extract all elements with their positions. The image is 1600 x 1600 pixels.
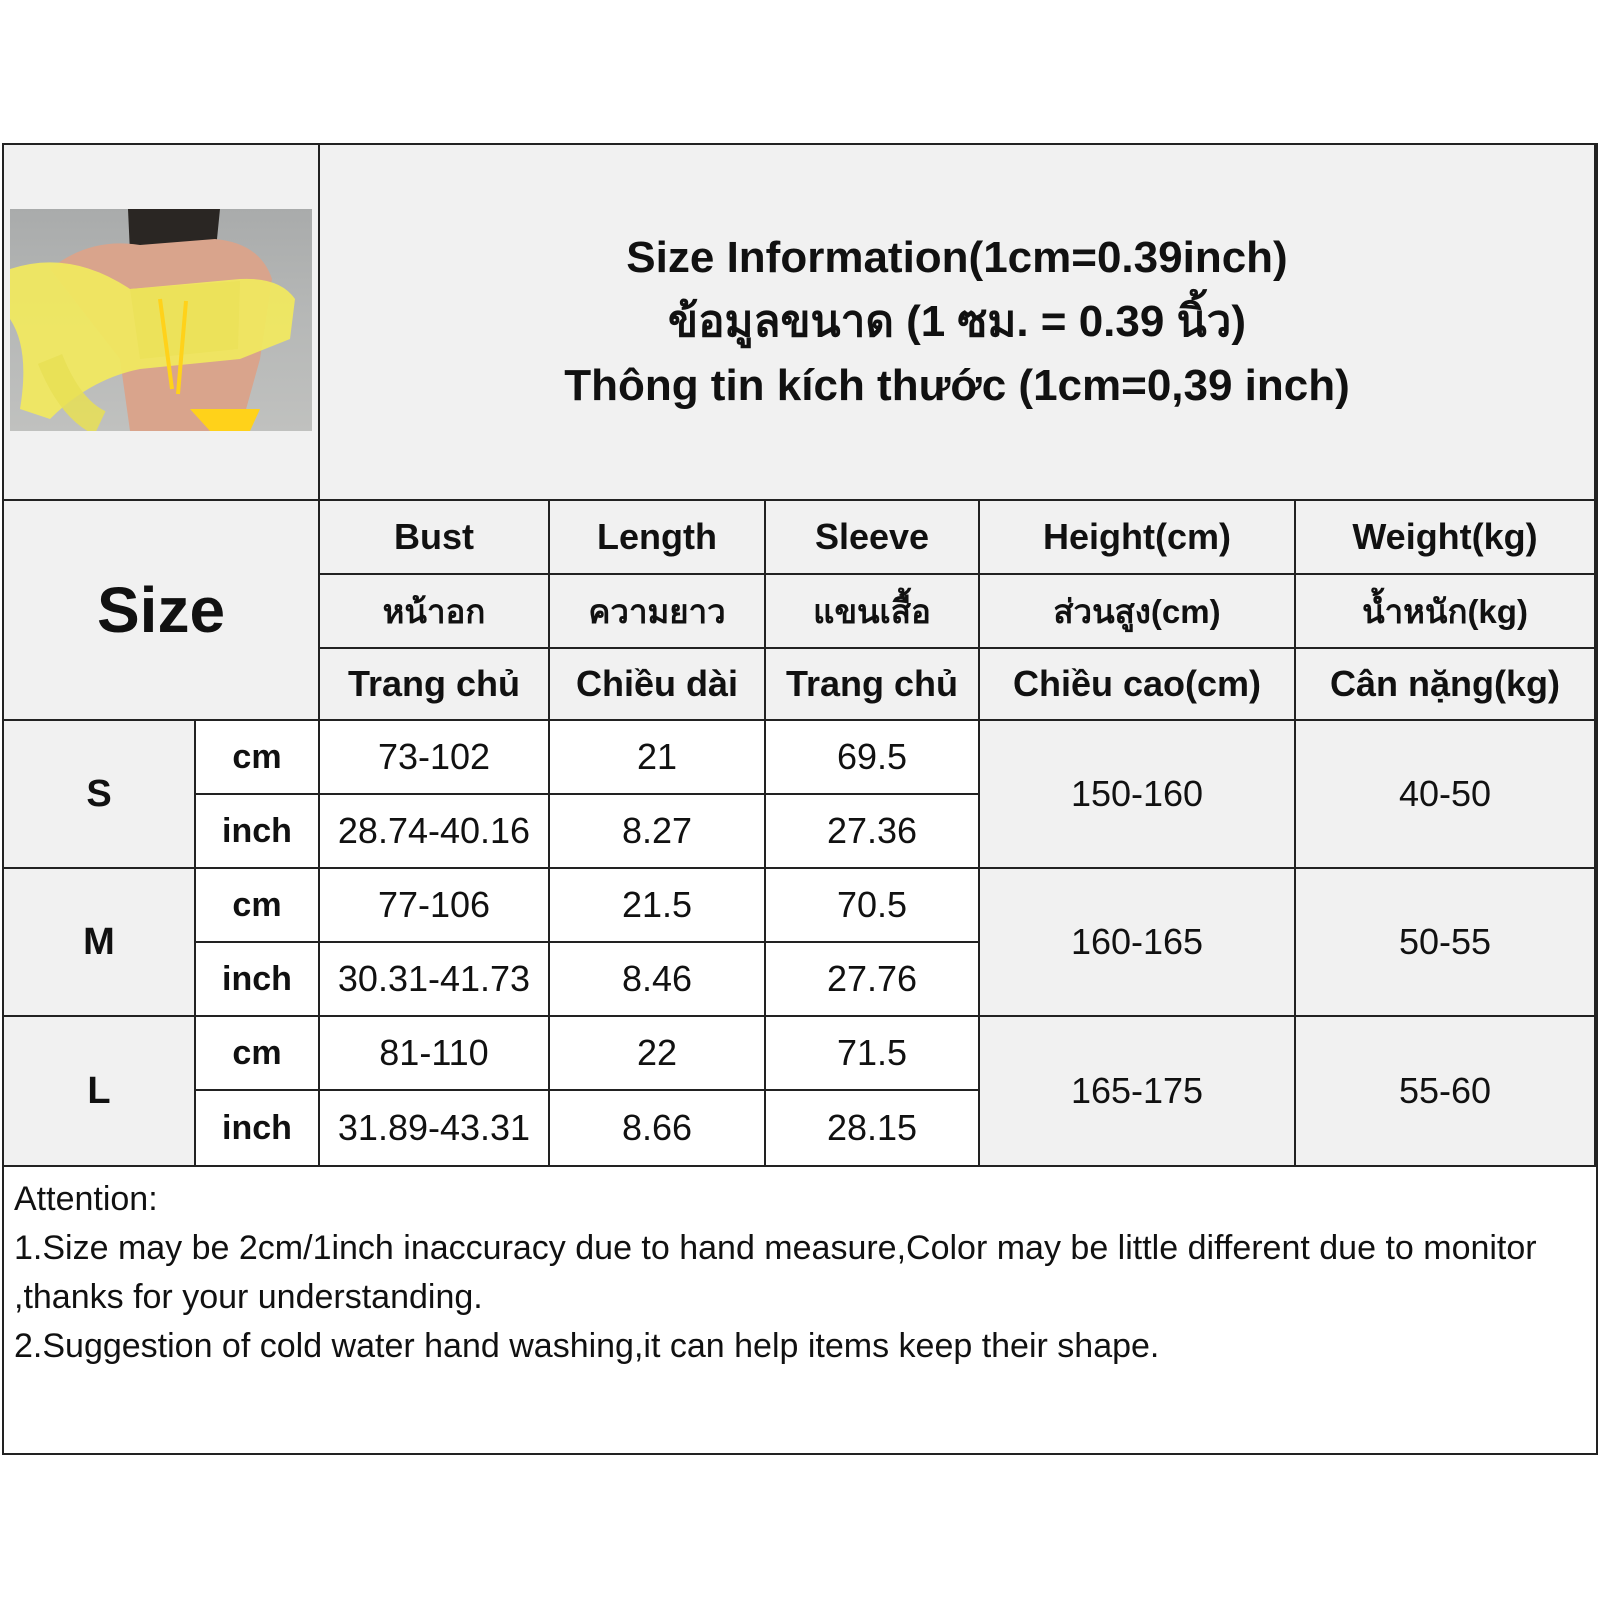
col-weight-en: Weight(kg) — [1296, 501, 1596, 575]
title-line-vi: Thông tin kích thước (1cm=0,39 inch) — [564, 361, 1350, 410]
l-weight: 55-60 — [1296, 1017, 1596, 1167]
m-length-inch: 8.46 — [550, 943, 766, 1017]
l-length-inch: 8.66 — [550, 1091, 766, 1167]
col-weight-vi: Cân nặng(kg) — [1296, 649, 1596, 721]
size-information-title — [320, 145, 1596, 501]
col-bust-en: Bust — [320, 501, 550, 575]
unit-cm: cm — [196, 1017, 320, 1091]
attention-note-2: 2.Suggestion of cold water hand washing,it can help items keep their shape. — [14, 1327, 1160, 1365]
m-bust-cm: 77-106 — [320, 869, 550, 943]
col-length-en: Length — [550, 501, 766, 575]
col-sleeve-en: Sleeve — [766, 501, 980, 575]
m-sleeve-cm: 70.5 — [766, 869, 980, 943]
l-sleeve-inch: 28.15 — [766, 1091, 980, 1167]
s-length-cm: 21 — [550, 721, 766, 795]
m-bust-inch: 30.31-41.73 — [320, 943, 550, 1017]
l-length-cm: 22 — [550, 1017, 766, 1091]
col-sleeve-vi: Trang chủ — [766, 649, 980, 721]
col-height-th: ส่วนสูง(cm) — [980, 575, 1296, 649]
col-length-th: ความยาว — [550, 575, 766, 649]
size-l-label: L — [4, 1017, 196, 1167]
attention-notes — [4, 1167, 1596, 1453]
size-s-label: S — [4, 721, 196, 869]
m-weight: 50-55 — [1296, 869, 1596, 1017]
attention-title: Attention: — [14, 1180, 158, 1218]
l-bust-inch: 31.89-43.31 — [320, 1091, 550, 1167]
col-weight-th: น้ำหนัก(kg) — [1296, 575, 1596, 649]
attention-note-1: 1.Size may be 2cm/1inch inaccuracy due to hand measure,Color may be little different due to monitor ,thanks for your understanding. — [14, 1229, 1537, 1316]
s-bust-inch: 28.74-40.16 — [320, 795, 550, 869]
unit-cm: cm — [196, 721, 320, 795]
col-length-vi: Chiều dài — [550, 649, 766, 721]
title-line-en: Size Information(1cm=0.39inch) — [626, 233, 1288, 282]
l-bust-cm: 81-110 — [320, 1017, 550, 1091]
unit-inch: inch — [196, 1091, 320, 1167]
s-length-inch: 8.27 — [550, 795, 766, 869]
product-photo-cell — [4, 145, 320, 501]
m-length-cm: 21.5 — [550, 869, 766, 943]
m-height: 160-165 — [980, 869, 1296, 1017]
product-photo — [10, 209, 312, 431]
model-yellow-top-illustration — [10, 209, 312, 431]
s-bust-cm: 73-102 — [320, 721, 550, 795]
s-sleeve-cm: 69.5 — [766, 721, 980, 795]
l-height: 165-175 — [980, 1017, 1296, 1167]
col-bust-vi: Trang chủ — [320, 649, 550, 721]
unit-inch: inch — [196, 795, 320, 869]
col-sleeve-th: แขนเสื้อ — [766, 575, 980, 649]
s-sleeve-inch: 27.36 — [766, 795, 980, 869]
s-weight: 40-50 — [1296, 721, 1596, 869]
m-sleeve-inch: 27.76 — [766, 943, 980, 1017]
unit-cm: cm — [196, 869, 320, 943]
title-line-th: ข้อมูลขนาด (1 ซม. = 0.39 นิ้ว) — [667, 297, 1246, 346]
col-height-en: Height(cm) — [980, 501, 1296, 575]
unit-inch: inch — [196, 943, 320, 1017]
col-height-vi: Chiều cao(cm) — [980, 649, 1296, 721]
size-label: Size — [4, 501, 320, 721]
size-chart — [2, 143, 1598, 1455]
s-height: 150-160 — [980, 721, 1296, 869]
l-sleeve-cm: 71.5 — [766, 1017, 980, 1091]
col-bust-th: หน้าอก — [320, 575, 550, 649]
size-m-label: M — [4, 869, 196, 1017]
